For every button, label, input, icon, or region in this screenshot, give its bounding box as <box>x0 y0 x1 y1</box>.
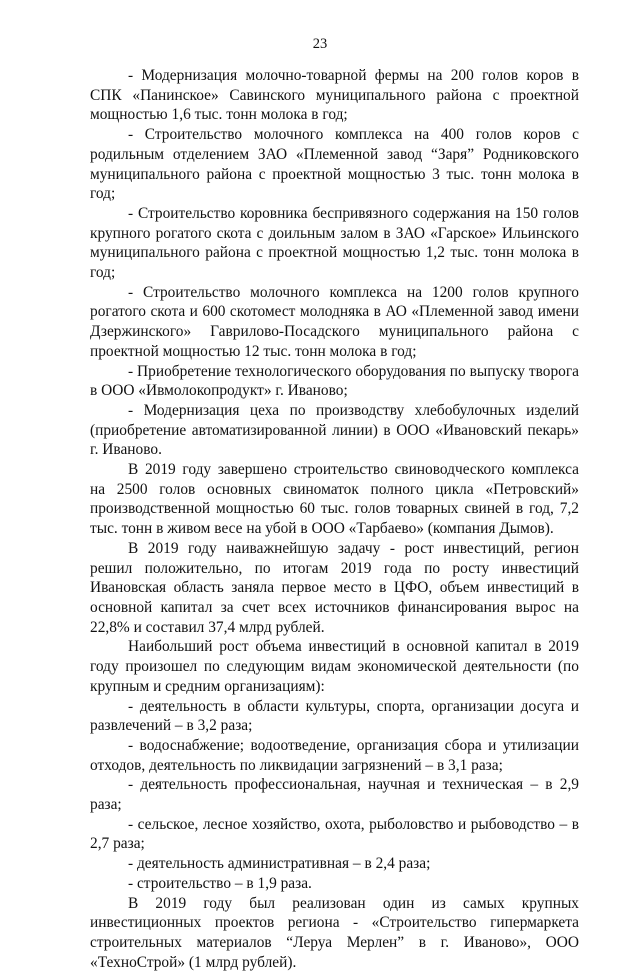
paragraph-cottage-cheese-equipment: - Приобретение технологического оборудования по выпуску творога в ООО «Ивмолокопродукт» г. Иваново; <box>90 362 579 400</box>
paragraph-cowshed-garskoe: - Строительство коровника беспривязного содержания на 150 голов крупного рогатого скота с доильным залом в ЗАО «Гарское» Ильинского муниципального района с проектной мощностью 1,2 тыс. тонн молока в год; <box>90 204 579 282</box>
paragraph-growth-by-activity: Наибольший рост объема инвестиций в основной капитал в 2019 году произошел по следующим видам экономической деятельности (по крупным и средним организациям): <box>90 638 579 695</box>
paragraph-bakery-modernization: - Модернизация цеха по производству хлебобулочных изделий (приобретение автоматизированной линии) в ООО «Ивановский пекарь» г. Иваново. <box>90 401 579 459</box>
document-body <box>90 66 579 972</box>
paragraph-dairy-complex-dzerzhinsky: - Строительство молочного комплекса на 1200 голов крупного рогатого скота и 600 скотомест молодняка в АО «Племенной завод имени Дзержинского» Гаврилово-Посадского муниципального района с проектной мощностью 12 тыс. тонн молока в год; <box>90 283 579 360</box>
paragraph-dairy-complex-zarya: - Строительство молочного комплекса на 400 голов коров с родильным отделением ЗАО «Племенной завод “Заря” Родниковского муниципального района с проектной мощностью 3 тыс. тонн молока в год; <box>90 126 579 203</box>
paragraph-dairy-farm-paninskoe: - Модернизация молочно-товарной фермы на 200 голов коров в СПК «Панинское» Савинского муниципального района с проектной мощностью 1,6 тыс. тонн молока в год; <box>90 67 579 124</box>
list-item-culture-sport: - деятельность в области культуры, спорта, организации досуга и развлечений – в 3,2 раза; <box>90 697 579 735</box>
list-item-construction: - строительство – в 1,9 раза. <box>128 874 312 892</box>
paragraph-investment-growth: В 2019 году наиважнейшую задачу - рост инвестиций, регион решил положительно, по итогам 2019 года по росту инвестиций Ивановская область заняла первое место в ЦФО, объем инвестиций в основной капитал за счет всех источников финансирования вырос на 22,8% и составил 37,4 млрд рублей. <box>90 539 579 636</box>
list-item-professional-activity: - деятельность профессиональная, научная и техническая – в 2,9 раза; <box>90 776 579 814</box>
paragraph-leroy-merlin-project: В 2019 году был реализован один из самых крупных инвестиционных проектов региона - «Строительство гипермаркета строительных материалов “Леруа Мерлен” в г. Иваново», ООО «ТехноСтрой» (1 млрд рублей). <box>90 894 579 971</box>
page-number: 23 <box>312 36 328 52</box>
list-item-administrative: - деятельность административная – в 2,4 раза; <box>128 855 431 873</box>
list-item-agriculture: - сельское, лесное хозяйство, охота, рыболовство и рыбоводство – в 2,7 раза; <box>90 815 579 853</box>
list-item-water-supply: - водоснабжение; водоотведение, организация сбора и утилизации отходов, деятельность по ликвидации загрязнений – в 3,1 раза; <box>90 736 579 774</box>
paragraph-pig-complex: В 2019 году завершено строительство свиноводческого комплекса на 2500 голов основных свиноматок полного цикла «Петровский» производственной мощностью 60 тыс. голов товарных свиней в год, 7,2 тыс. тонн в живом весе на убой в ООО «Тарбаево» (компания Дымов). <box>90 461 579 538</box>
